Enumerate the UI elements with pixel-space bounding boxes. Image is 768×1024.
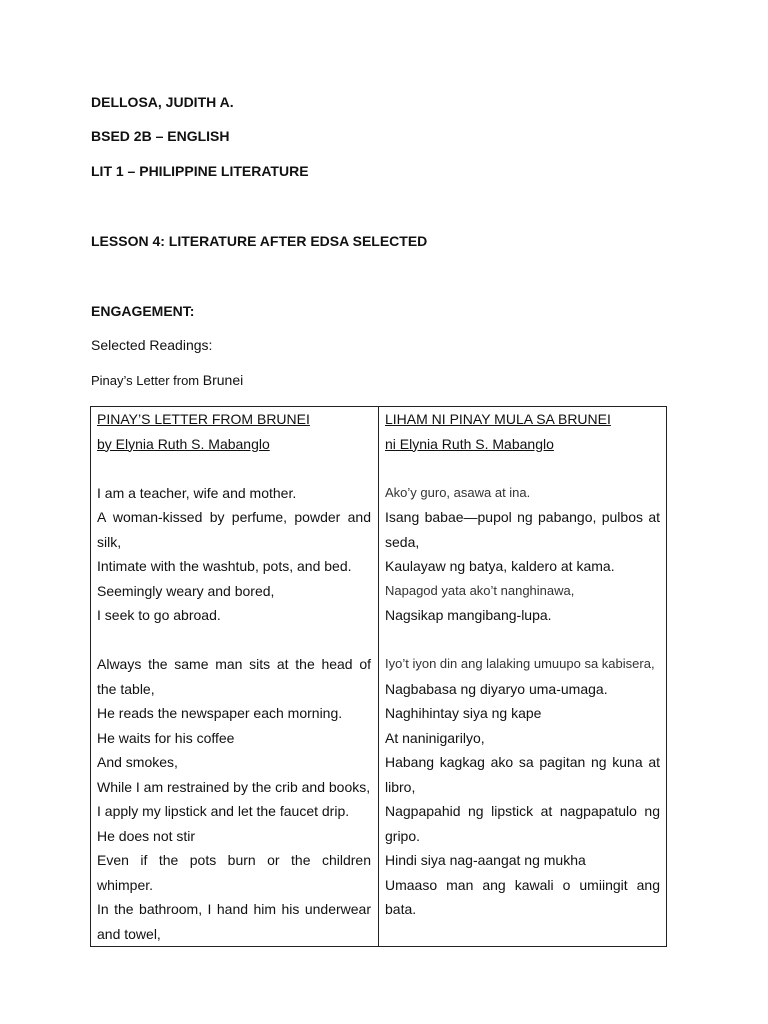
filipino-line: Habang kagkag ako sa pagitan ng kuna at libro, bbox=[385, 754, 660, 795]
english-line: He reads the newspaper each morning. bbox=[97, 705, 343, 721]
filipino-line: Nagpapahid ng lipstick at nagpapatulo ng gripo. bbox=[385, 803, 660, 844]
english-line: I seek to go abroad. bbox=[97, 607, 221, 623]
english-line: I apply my lipstick and let the faucet drip. bbox=[97, 803, 350, 819]
filipino-line: Napagod yata ako’t nanghinawa, bbox=[385, 582, 575, 598]
student-name: DELLOSA, JUDITH A. bbox=[91, 94, 234, 110]
program-label: BSED 2B – ENGLISH bbox=[91, 128, 230, 144]
stanza-break bbox=[385, 456, 660, 481]
english-line: And smokes, bbox=[97, 754, 178, 770]
filipino-line: Iyo’t iyon din ang lalaking umuupo sa kabisera, bbox=[385, 656, 655, 671]
lesson-title: LESSON 4: LITERATURE AFTER EDSA SELECTED bbox=[91, 233, 428, 249]
english-line: Even if the pots burn or the children whimper. bbox=[97, 852, 371, 893]
filipino-line: Nagbabasa ng diyaryo uma-umaga. bbox=[385, 680, 608, 697]
filipino-byline: ni Elynia Ruth S. Mabanglo bbox=[385, 435, 554, 452]
section-heading: ENGAGEMENT: bbox=[91, 303, 195, 319]
english-column bbox=[91, 407, 379, 947]
english-line: While I am restrained by the crib and books, bbox=[97, 778, 371, 795]
english-byline: by Elynia Ruth S. Mabanglo bbox=[97, 435, 270, 452]
poem-table bbox=[90, 406, 667, 947]
filipino-title: LIHAM NI PINAY MULA SA BRUNEI bbox=[385, 411, 611, 427]
reading-title bbox=[91, 372, 243, 388]
english-line: Seemingly weary and bored, bbox=[97, 582, 275, 599]
reading-title-part1: Pinay’s Letter from bbox=[91, 373, 200, 388]
filipino-line: Isang babae—pupol ng pabango, pulbos at seda, bbox=[385, 509, 660, 550]
readings-label: Selected Readings: bbox=[91, 337, 213, 353]
english-title: PINAY’S LETTER FROM BRUNEI bbox=[97, 411, 310, 427]
filipino-line: Hindi siya nag-aangat ng mukha bbox=[385, 852, 586, 868]
english-line: Intimate with the washtub, pots, and bed. bbox=[97, 558, 352, 574]
filipino-line: Kaulayaw ng batya, kaldero at kama. bbox=[385, 558, 615, 574]
stanza-break bbox=[385, 628, 660, 653]
filipino-line: Umaaso man ang kawali o umiingit ang bata. bbox=[385, 876, 660, 917]
english-line: I am a teacher, wife and mother. bbox=[97, 484, 297, 501]
english-line: In the bathroom, I hand him his underwear and towel, bbox=[97, 901, 371, 942]
filipino-line: Ako’y guro, asawa at ina. bbox=[385, 484, 531, 500]
reading-title-part2: Brunei bbox=[202, 372, 244, 388]
english-line: He waits for his coffee bbox=[97, 729, 235, 746]
english-line: Always the same man sits at the head of the table, bbox=[97, 656, 371, 697]
filipino-line: Nagsikap mangibang-lupa. bbox=[385, 607, 552, 623]
english-line: A woman-kissed by perfume, powder and silk, bbox=[97, 509, 371, 550]
course-label: LIT 1 – PHILIPPINE LITERATURE bbox=[91, 163, 309, 179]
filipino-line: Naghihintay siya ng kape bbox=[385, 705, 542, 721]
english-line: He does not stir bbox=[97, 827, 196, 844]
stanza-break bbox=[97, 628, 371, 653]
filipino-column bbox=[379, 407, 667, 947]
filipino-line: At naninigarilyo, bbox=[385, 729, 485, 746]
stanza-break bbox=[97, 456, 371, 481]
table-row bbox=[91, 407, 667, 947]
